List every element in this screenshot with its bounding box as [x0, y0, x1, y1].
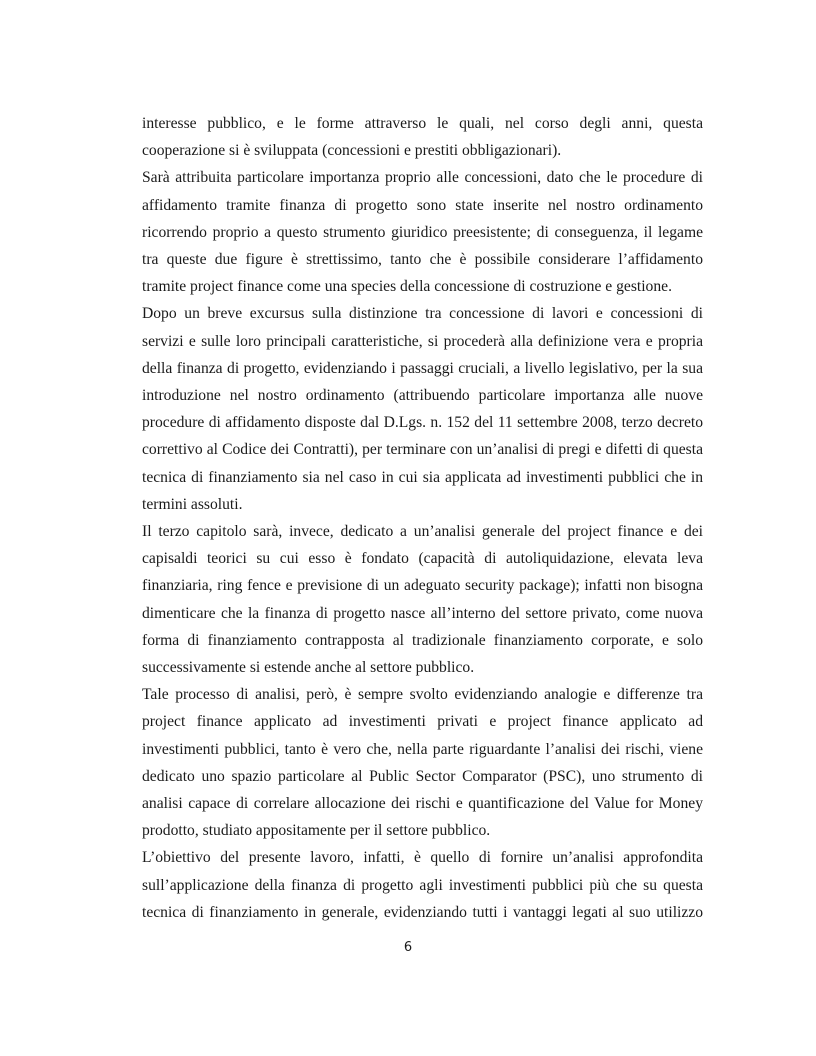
paragraph-1: interesse pubblico, e le forme attraverso le quali, nel corso degli anni, questa cooperazione si è sviluppata (concessioni e prestiti obbligazionari).	[142, 115, 703, 160]
paragraph-3: Dopo un breve excursus sulla distinzione tra concessione di lavori e concessioni di servizi e sulle loro principali caratteristiche, si procederà alla definizione vera e propria della finanza di progetto, evidenziando i passaggi cruciali, a livello legislativo, per la sua introduzione nel nostro ordinamento (attribuendo particolare importanza alle nuove procedure di affidamento disposte dal D.Lgs. n. 152 del 11 settembre 2008, terzo decreto correttivo al Codice dei Contratti), per terminare con un’analisi di pregi e difetti di questa tecnica di finanziamento sia nel caso in cui sia applicata ad investimenti pubblici che in termini assoluti.	[142, 305, 703, 513]
paragraph-4: Il terzo capitolo sarà, invece, dedicato a un’analisi generale del project finance e dei capisaldi teorici su cui esso è fondato (capacità di autoliquidazione, elevata leva finanziaria, ring fence e previsione di un adeguato security package); infatti non bisogna dimenticare che la finanza di progetto nasce all’interno del settore privato, come nuova forma di finanziamento contrapposta al tradizionale finanziamento corporate, e solo successivamente si estende anche al settore pubblico.	[142, 523, 703, 677]
page-number: 6	[403, 940, 413, 955]
paragraph-2: Sarà attribuita particolare importanza proprio alle concessioni, dato che le procedure di affidamento tramite finanza di progetto sono state inserite nel nostro ordinamento ricorrendo proprio a questo strumento giuridico preesistente; di conseguenza, il legame tra queste due figure è strettissimo, tanto che è possibile considerare l’affidamento tramite project finance come una species della concessione di costruzione e gestione.	[142, 169, 703, 296]
paragraph-5: Tale processo di analisi, però, è sempre svolto evidenziando analogie e differenze tra project finance applicato ad investimenti privati e project finance applicato ad investimenti pubblici, tanto è vero che, nella parte riguardante l’analisi dei rischi, viene dedicato uno spazio particolare al Public Sector Comparator (PSC), uno strumento di analisi capace di correlare allocazione dei rischi e quantificazione del Value for Money prodotto, studiato appositamente per il settore pubblico.	[142, 686, 703, 840]
body-text	[142, 110, 703, 926]
paragraph-6: L’obiettivo del presente lavoro, infatti, è quello di fornire un’analisi approfondita sull’applicazione della finanza di progetto agli investimenti pubblici più che su questa tecnica di finanziamento in generale, evidenziando tutti i vantaggi legati al suo utilizzo	[142, 849, 703, 921]
